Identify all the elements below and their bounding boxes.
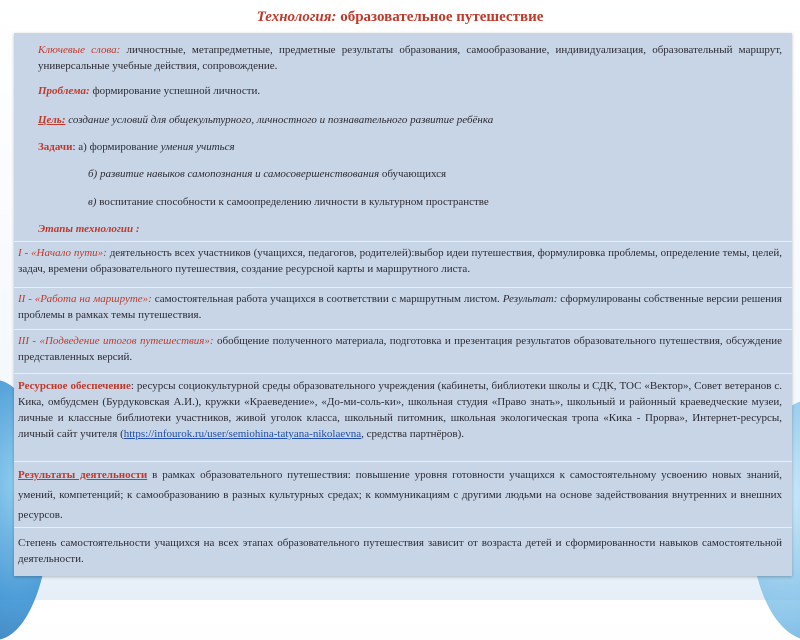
tasks-paragraph (38, 139, 782, 155)
tasks-b-paragraph (88, 166, 782, 182)
conclusion-text: Степень самостоятельности учащихся на всех этапах образовательного путешествия зависит от возраста детей и сформированности навыков самостоятельной деятельности. (18, 537, 782, 565)
stage-3-num: III - (18, 335, 40, 347)
results-paragraph (18, 465, 782, 525)
tasks-c-prefix: в) (88, 196, 97, 208)
stage-2-result-label: Результат: (502, 293, 558, 305)
resources-label: Ресурсное обеспечение (18, 380, 131, 392)
title-prefix: Технология: (256, 9, 337, 25)
stage-3-paragraph (18, 333, 782, 365)
tasks-b: б) развитие навыков самопознания и самосовершенствования (88, 168, 380, 180)
stage-1-paragraph (18, 245, 782, 277)
divider (14, 287, 792, 288)
stages-label: Этапы технологии : (38, 223, 140, 235)
stages-heading (38, 221, 782, 237)
keywords-text: личностные, метапредметные, предметные результаты образования, самообразование, индивидуализация, образовательный маршрут, универсальные учебные действия, сопровождение. (38, 44, 783, 72)
page-title (0, 9, 800, 26)
tasks-c-paragraph (88, 194, 782, 210)
stage-2-num: II - (18, 293, 35, 305)
tasks-label: Задачи (38, 141, 73, 153)
tasks-b-tail: обучающихся (379, 168, 447, 180)
problem-label: Проблема: (38, 85, 90, 97)
resources-text: : ресурсы социокультурной среды образовательного учреждения (кабинеты, библиотеки школы и СДК, ТОС «Вектор», Совет ветеранов с. Кика, омбудсмен (Бурдуковская А.И.), кружки «Краеведение», «До-ми-соль-ки», школьная студия «Право знать», школьный и районный краеведческие музеи, личные и классные библиотеки участников, живой уголок класса, школьный питомник, школьная экологическая тропа «Кика - Прорва», Интернет-ресурсы, личный сайт учителя ( (18, 380, 782, 440)
divider (14, 329, 792, 330)
resources-paragraph (18, 378, 782, 442)
goal-paragraph (38, 112, 782, 128)
goal-label: Цель: (38, 114, 66, 126)
stage-3-name: «Подведение итогов путешествия»: (39, 335, 214, 347)
problem-text: формирование успешной личности. (89, 85, 261, 97)
tasks-a-prefix: : а) формирование (72, 141, 161, 153)
stage-2-paragraph (18, 291, 782, 323)
stage-2-result-text: сформулированы собственные версии решения проблемы в рамках темы путешествия. (18, 293, 782, 321)
keywords-paragraph (38, 42, 782, 74)
stage-2-text: самостоятельная работа учащихся в соответствии с маршрутным листом. (151, 293, 503, 305)
stage-3-text: обобщение полученного материала, подготовка и презентация результатов образовательного путешествия, обсуждение представленных версий. (18, 335, 782, 363)
title-main: образовательное путешествие (336, 9, 544, 25)
teacher-site-link[interactable]: https://infourok.ru/user/semiohina-tatyana-nikolaevna (123, 428, 362, 440)
stage-2-name: «Работа на маршруте»: (34, 293, 152, 305)
keywords-label: Ключевые слова: (38, 44, 121, 56)
divider (14, 241, 792, 242)
results-text: в рамках образовательного путешествия: повышение уровня готовности учащихся к самостоятельному усвоению новых знаний, умений, компетенций; к самообразованию в разных культурных средах; к коммуникациям с другими людьми на основе задействования внутренних и внешних ресурсов. (18, 469, 783, 521)
stage-1-num: I - (18, 247, 32, 259)
problem-paragraph (38, 83, 782, 99)
divider (14, 373, 792, 374)
tasks-a-italic: умения учиться (160, 141, 235, 153)
resources-tail: , средства партнёров). (361, 428, 465, 440)
stage-1-text: деятельность всех участников (учащихся, педагогов, родителей):выбор идеи путешествия, формулировка проблемы, определение темы, целей, задач, времени образовательного путешествия, создание ресурсной карты и маршрутного листа. (18, 247, 783, 275)
divider (14, 527, 792, 528)
divider (14, 461, 792, 462)
results-label: Результаты деятельности (18, 469, 148, 481)
conclusion-paragraph (18, 535, 782, 567)
stage-1-name: «Начало пути»: (31, 247, 107, 259)
tasks-c-text: воспитание способности к самоопределению личности в культурном пространстве (96, 196, 489, 208)
content-panel (14, 33, 792, 576)
goal-text: создание условий для общекультурного, личностного и познавательного развитие ребёнка (65, 114, 494, 126)
